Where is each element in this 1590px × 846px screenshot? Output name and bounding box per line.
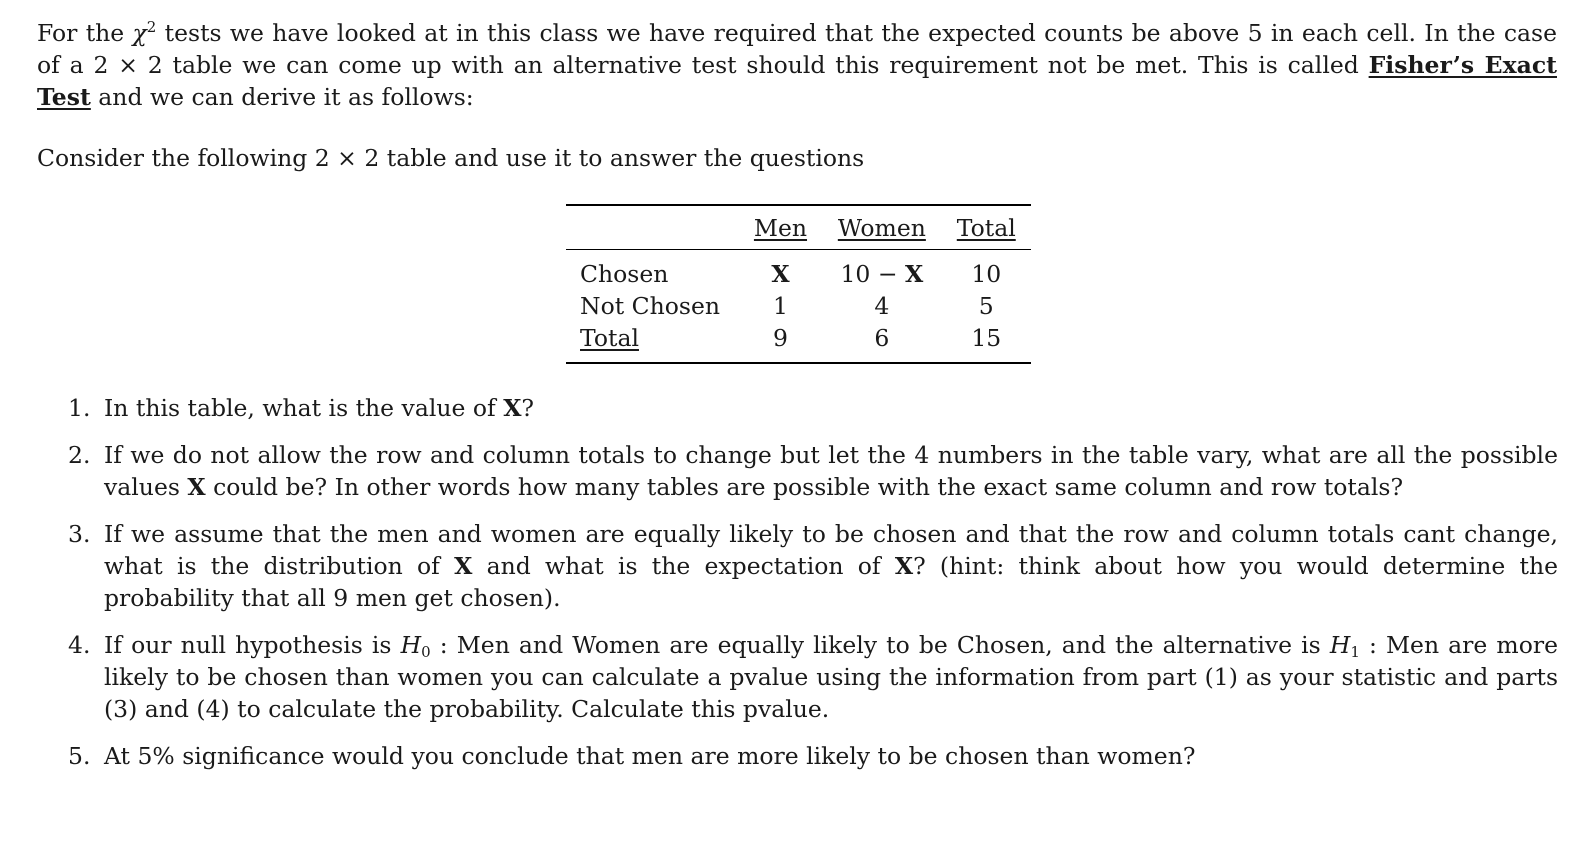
chi-superscript: 2	[146, 18, 157, 36]
question-4: 4. If our null hypothesis is $H_0$ : Men and Women are equally likely to be Chosen, and the alternative is $H_1$ : Men are more likely to be chosen than women you can calculate a pvalue using the information from part (1) as your statistic and parts (3) and (4) to calculate the probability. Calculate this pvalue.	[68, 631, 1558, 723]
question-1: 1. In this table, what is the value of X?	[68, 394, 535, 422]
question-number: 5.	[68, 742, 91, 770]
cell-not-chosen-women: 4	[874, 292, 890, 320]
question-5: 5. At 5% significance would you conclude that men are more likely to be chosen than women?	[68, 742, 1196, 770]
question-number: 3.	[68, 520, 91, 548]
table-lead-sentence: Consider the following 2 × 2 table and use it to answer the questions	[37, 144, 865, 172]
contingency-table-wrapper	[566, 204, 1031, 364]
intro-text-2: tests we have looked at in this class we have required that the expected counts be above 5 in each cell. In the case of a 2 × 2 table we can come up with an alternative test should this requirement not be met. This is called	[37, 19, 1557, 79]
question-number: 4.	[68, 631, 91, 659]
chi-symbol: χ	[132, 19, 147, 47]
contingency-table	[566, 204, 1031, 364]
question-number: 2.	[68, 441, 91, 469]
table-header-row	[566, 205, 1031, 250]
fishers-exact-test-term: Fisher’s Exact Test	[37, 51, 1557, 111]
intro-paragraph	[37, 17, 1557, 113]
question-2: 2. If we do not allow the row and column totals to change but let the 4 numbers in the table vary, what are all the possible values X could be? In other words how many tables are possible with the exact same column and row totals?	[68, 441, 1558, 501]
cell-total-men: 9	[739, 322, 822, 363]
header-women: Women	[837, 213, 926, 242]
cell-chosen-women: 10 − X	[840, 260, 924, 288]
intro-text-1: For the	[37, 19, 133, 47]
row-label-chosen: Chosen	[580, 260, 669, 288]
cell-total-women: 6	[822, 322, 941, 363]
cell-chosen-total: 10	[971, 260, 1002, 288]
cell-chosen-men: X	[771, 260, 790, 288]
row-label-not-chosen: Not Chosen	[580, 292, 720, 320]
table-row-not-chosen	[566, 290, 1031, 322]
header-empty-cell	[566, 205, 739, 250]
header-total: Total	[956, 213, 1016, 242]
cell-grand-total: 15	[942, 322, 1031, 363]
intro-text-3: and we can derive it as follows:	[90, 83, 474, 111]
cell-not-chosen-men: 1	[773, 292, 788, 320]
question-list	[68, 392, 1558, 787]
row-label-total: Total	[566, 322, 739, 363]
header-men: Men	[753, 213, 808, 242]
question-3: 3. If we assume that the men and women are equally likely to be chosen and that the row and column totals cant change, what is the distribution of X and what is the expectation of X? (hint: think about how you would determine the probability that all 9 men get chosen).	[68, 520, 1559, 612]
cell-not-chosen-total: 5	[978, 292, 994, 320]
question-number: 1.	[68, 394, 91, 422]
table-row-chosen	[566, 250, 1031, 291]
table-row-total	[566, 322, 1031, 363]
